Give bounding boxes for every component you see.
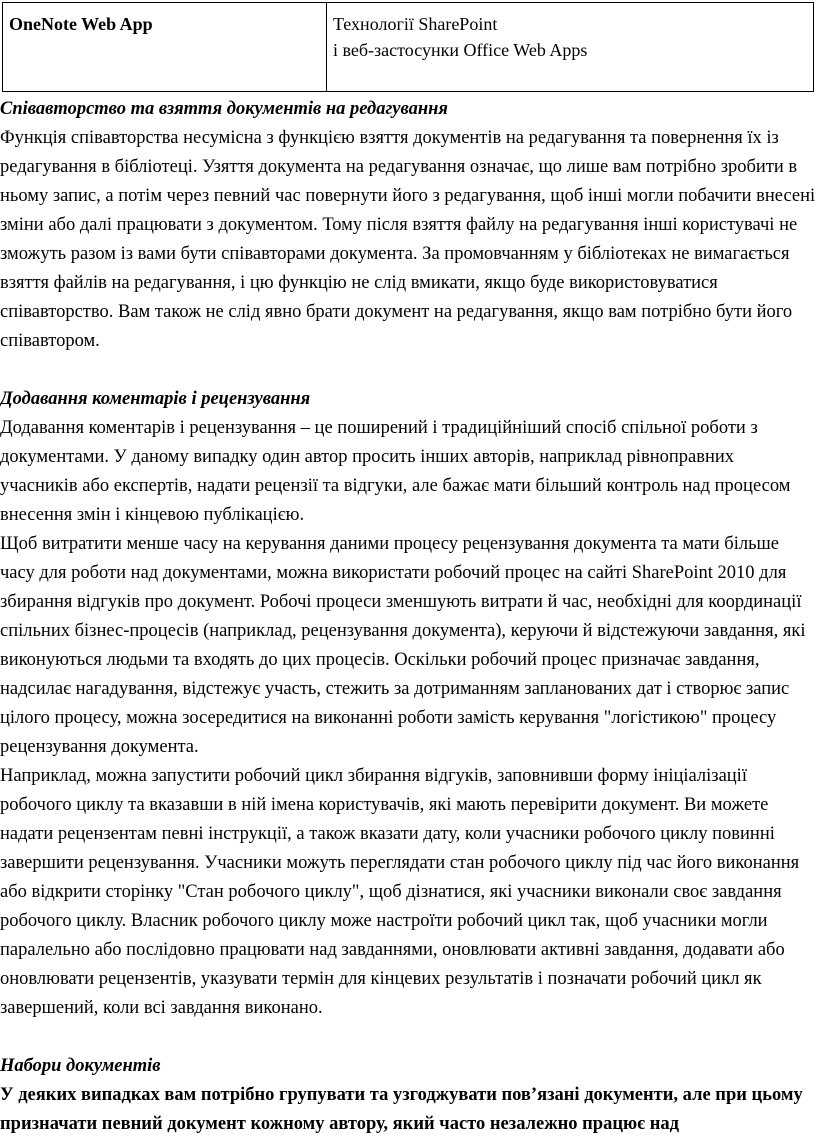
paragraph-comments-1: Додавання коментарів і рецензування – це поширений і традиційніший спосіб спільної роботи з документами. У даному випадку один автор просить інших авторів, наприклад рівноправних учасників або експертів, надати рецензії та відгуки, але бажає мати більший контроль над процесом внесення змін і кінцевою публікацією. — [0, 418, 791, 525]
header-right-cell — [327, 3, 814, 92]
paragraph-comments-3: Наприклад, можна запустити робочий цикл збирання відгуків, заповнивши форму ініціалізації робочого циклу та вказавши в ній імена користувачів, які мають перевірити документ. Ви можете надати рецензентам певні інструкції, а також вказати дату, коли учасники робочого циклу повинні завершити рецензування. Учасники можуть переглядати стан робочого циклу під час його виконання або відкрити сторінку "Стан робочого циклу", щоб дізнатися, які учасники виконали своє завдання робочого циклу. Власник робочого циклу може настроїти робочий цикл так, щоб учасники могли паралельно або послідовно працювати над завданнями, оновлювати активні завдання, додавати або оновлювати рецензентів, указувати термін для кінцевих результатів і позначати робочий цикл як завершений, коли всі завдання виконано. — [0, 766, 800, 1018]
spacer — [0, 1023, 816, 1052]
section-title-comments: Додавання коментарів і рецензування — [0, 389, 311, 409]
header-right-line2: і веб-застосунки Office Web Apps — [333, 40, 588, 60]
paragraph-comments-2: Щоб витратити менше часу на керування даними процесу рецензування документа та мати більше часу для роботи над документами, можна використати робочий процес на сайті SharePoint 2010 для збирання відгуків про документ. Робочі процеси зменшують витрати й час, необхідні для координації спільних бізнес-процесів (наприклад, рецензування документа), керуючи й відстежуючи завдання, які виконуються людьми та входять до цих процесів. Оскільки робочий процес призначає завдання, надсилає нагадування, відстежує участь, стежить за дотриманням запланованих дат і створює запис цілого процесу, можна зосередитися на виконанні роботи замість керування "логістикою" процесу рецензування документа. — [0, 534, 806, 757]
header-right-line1: Технології SharePoint — [333, 14, 498, 34]
section-title-document-sets: Набори документів — [0, 1056, 161, 1076]
paragraph-document-sets: У деяких випадках вам потрібно групувати та узгоджувати пов’язані документи, але при цьому призначати певний документ кожному автору, який часто незалежно працює над — [0, 1085, 803, 1134]
document-body — [0, 95, 816, 1139]
header-table — [2, 2, 814, 92]
paragraph-coauthoring: Функція співавторства несумісна з функцією взяття документів на редагування та повернення їх із редагування в бібліотеці. Узяття документа на редагування означає, що лише вам потрібно зробити в ньому запис, а потім через певний час повернути його з редагування, щоб інші могли побачити внесені зміни або далі працювати з документом. Тому після взяття файлу на редагування інші користувачі не зможуть разом із вами бути співавторами документа. За промовчанням у бібліотеках не вимагається взяття файлів на редагування, і цю функцію не слід вмикати, якщо буде використовуватися співавторство. Вам також не слід явно брати документ на редагування, якщо вам потрібно бути його співавтором. — [0, 128, 816, 351]
spacer — [0, 356, 816, 385]
header-left-cell — [3, 3, 327, 92]
app-name: OneNote Web App — [9, 14, 153, 34]
section-title-coauthoring: Співавторство та взяття документів на редагування — [0, 99, 448, 119]
